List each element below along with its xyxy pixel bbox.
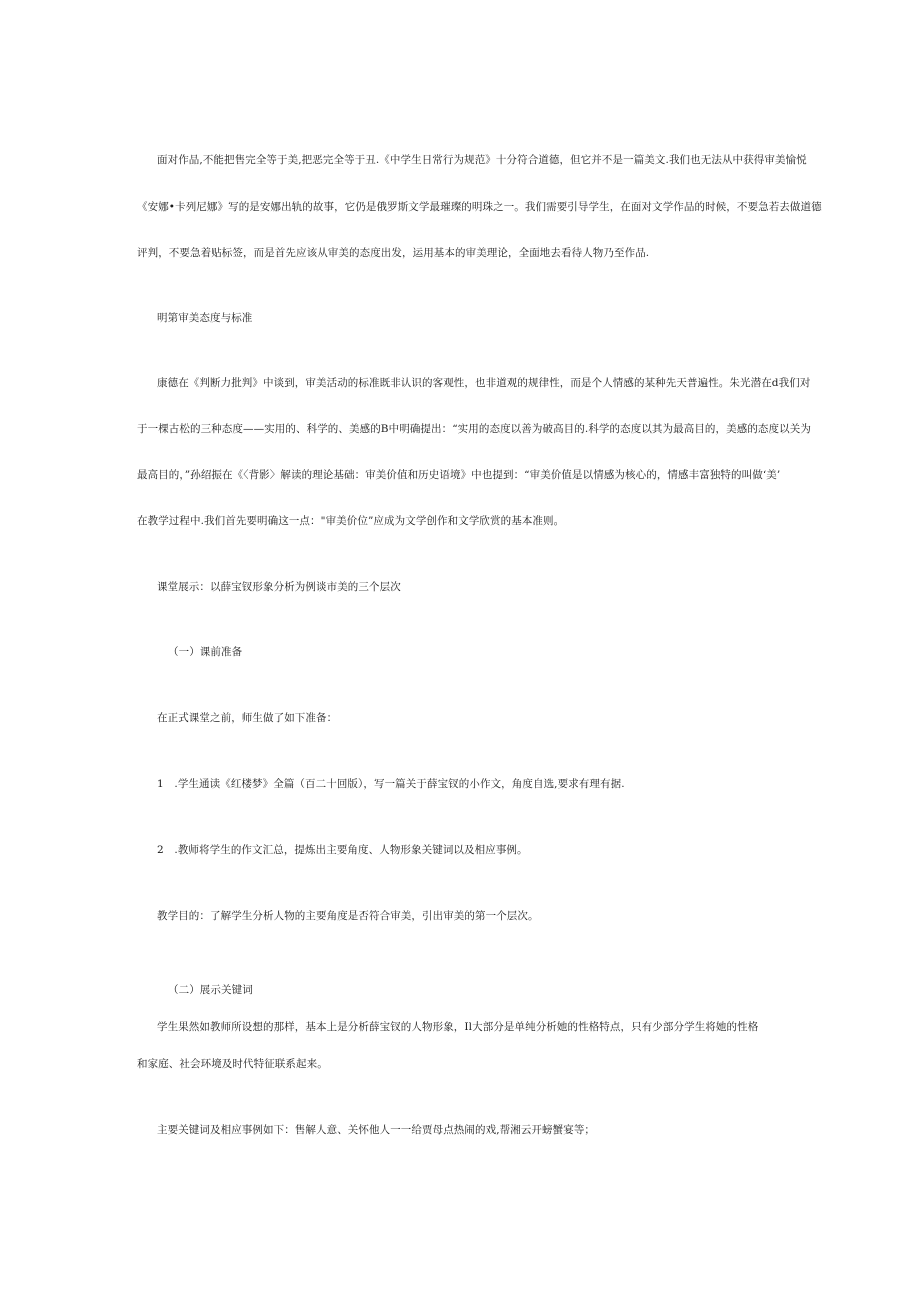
paragraph-line: 评判，不要急着贴标签，而是首先应该从审美的态度出发，运用基本的审美理论，全面地去看待人物乃至作品. (137, 247, 650, 259)
paragraph-line: 和家庭、社会环境及时代特征联系起来。 (137, 1058, 328, 1070)
subsection-title: （二）展示关键词 (168, 984, 253, 996)
subsection-title: （一）课前准备 (168, 646, 243, 658)
paragraph-line: 教学目的：了解学生分析人物的主要角度是否符合审美，引出审美的第一个层次。 (157, 910, 539, 922)
list-item: 1 .学生通读《红楼梦》全篇（百二十回版），写一篇关于薛宝钗的小作文，角度自选,要求有理有据. (157, 778, 625, 790)
paragraph-line: 在教学过程中.我们首先要明确这一点："审美价位”应成为文学创作和文学欣赏的基本准则。 (137, 515, 565, 527)
section-heading: 课堂展示：以薛宝钗形象分析为例谈市美的三个层次 (157, 581, 401, 593)
section-heading: 明第审美态度与标准 (157, 312, 253, 324)
paragraph-line: 于一棵古松的三种态度——实用的、科学的、美感的B中明确提出：“实用的态度以善为破高目的.科学的态度以其为最高目的，美感的态度以关为 (137, 423, 811, 435)
paragraph-line: 康德在《判断力批判》中谈到，审美活动的标准既非认识的客观性，也非道观的规律性，而是个人情感的某种先天普遍性。朱光潜在d我们对 (157, 377, 811, 389)
paragraph-line: 面对作品,不能把售完全等于美,把恶完全等于丑.《中学生日常行为规范》十分符合道德，但它并不是一篇美文.我们也无法从中获得审美愉悦 (157, 154, 807, 166)
paragraph-line: 在正式课堂之前，师生做了如下准备： (157, 712, 338, 724)
paragraph-line: 主要关键词及相应事例如下：售解人意、关怀他人一一给贾母点热闹的戏,帮湘云开螃蟹宴等； (157, 1124, 596, 1136)
list-item: 2 .教师将学生的作文汇总，提炼出主要角度、人物形象关键词以及相应事例。 (157, 844, 528, 856)
paragraph-line: 最高目的，”孙绍振在《〈背影〉解读的理论基础：审美价值和历史语境》中也提到：“审美价值是以情感为核心的，情感丰富独特的叫做‘美’ (137, 469, 781, 481)
paragraph-line: 《安娜•卡列尼娜》写的是安娜出轨的故事，它仍是俄罗斯文学最璀璨的明珠之一。我们需要引导学生，在面对文学作品的时候，不要急若去做道德 (137, 201, 822, 213)
paragraph-line: 学生果然如教师所设想的那样，基本上是分析薛宝钗的人物形象，Il大部分是单纯分析她的性格特点，只有少部分学生将她的性格 (157, 1021, 759, 1033)
